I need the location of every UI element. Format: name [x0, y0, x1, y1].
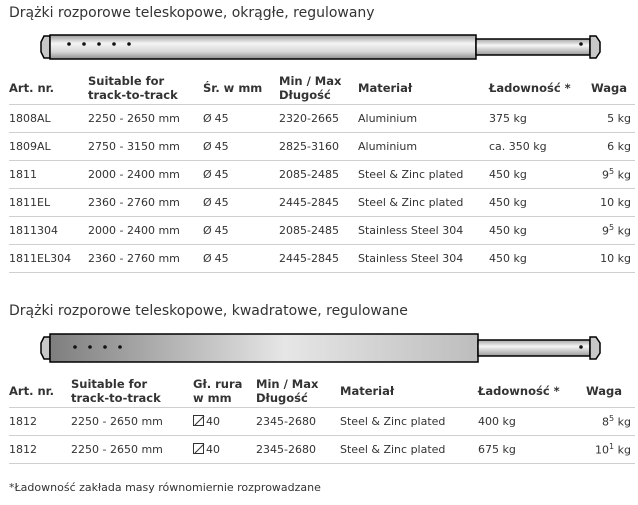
round-telescopic-bar-image	[40, 30, 606, 68]
weight-value: 6	[607, 139, 615, 153]
col-art-nr: Art. nr.	[9, 383, 55, 398]
weight-unit: kg	[617, 443, 631, 457]
load-cell: 675 kg	[478, 435, 586, 463]
table-row	[9, 104, 635, 132]
art-nr-cell: 1811EL304	[9, 244, 88, 272]
track-cell: 2000 - 2400 mm	[88, 216, 203, 244]
length-cell: 2085-2485	[279, 160, 358, 188]
col-tube-size: Gł. rura w mm	[193, 376, 243, 405]
col-weight: Waga	[591, 80, 628, 95]
weight-unit: kg	[617, 168, 631, 182]
diameter-cell	[203, 104, 279, 132]
square-bar-drawing	[40, 331, 606, 365]
weight-cell	[586, 407, 635, 435]
table-row	[9, 244, 635, 272]
load-cell: 450 kg	[489, 188, 591, 216]
weight-cell	[586, 435, 635, 463]
weight-cell	[591, 104, 635, 132]
square-section-icon	[193, 443, 204, 454]
table-row	[9, 160, 635, 188]
weight-decimal: 5	[609, 166, 615, 176]
load-cell: 375 kg	[489, 104, 591, 132]
length-cell: 2445-2845	[279, 244, 358, 272]
length-cell: 2825-3160	[279, 132, 358, 160]
diameter-value: 40	[206, 414, 220, 428]
col-track-to-track: Suitable for track-to-track	[71, 376, 161, 405]
weight-unit: kg	[617, 415, 631, 429]
track-cell: 2250 - 2650 mm	[71, 407, 193, 435]
weight-cell	[591, 188, 635, 216]
col-material: Materiał	[358, 80, 413, 95]
table-row	[9, 188, 635, 216]
weight-value: 10	[600, 195, 615, 209]
col-diameter: Śr. w mm	[203, 80, 263, 95]
square-bars-table	[9, 375, 635, 464]
round-bars-table	[9, 72, 635, 273]
col-load-capacity: Ładowność *	[489, 80, 571, 95]
weight-unit: kg	[617, 224, 631, 238]
weight-value: 10	[595, 443, 610, 457]
length-cell: 2345-2680	[256, 407, 340, 435]
table-row	[9, 132, 635, 160]
diameter-symbol: Ø	[203, 167, 212, 181]
diameter-value: 45	[214, 223, 229, 237]
weight-cell	[591, 132, 635, 160]
square-section-icon	[193, 415, 204, 426]
footnote: *Ładowność zakłada masy równomiernie rozprowadzane	[9, 481, 321, 494]
track-cell: 2750 - 3150 mm	[88, 132, 203, 160]
weight-unit: kg	[617, 195, 631, 209]
weight-value: 8	[602, 415, 610, 429]
length-cell: 2320-2665	[279, 104, 358, 132]
weight-unit: kg	[617, 251, 631, 265]
section-2-title: Drążki rozporowe teleskopowe, kwadratowe, regulowane	[9, 303, 408, 319]
weight-decimal: 1	[609, 441, 615, 451]
material-cell: Aluminium	[358, 104, 489, 132]
art-nr-cell: 1812	[9, 435, 71, 463]
col-track-to-track: Suitable for track-to-track	[88, 73, 178, 102]
weight-decimal: 5	[609, 413, 615, 423]
material-cell: Aluminium	[358, 132, 489, 160]
track-cell: 2360 - 2760 mm	[88, 244, 203, 272]
table-row	[9, 435, 635, 463]
material-cell: Steel & Zinc plated	[340, 407, 478, 435]
diameter-value: 45	[214, 139, 229, 153]
diameter-value: 45	[214, 195, 229, 209]
length-cell: 2445-2845	[279, 188, 358, 216]
weight-cell	[591, 160, 635, 188]
diameter-symbol: Ø	[203, 195, 212, 209]
material-cell: Steel & Zinc plated	[340, 435, 478, 463]
track-cell: 2250 - 2650 mm	[88, 104, 203, 132]
art-nr-cell: 1808AL	[9, 104, 88, 132]
diameter-cell	[203, 188, 279, 216]
weight-unit: kg	[617, 111, 631, 125]
material-cell: Steel & Zinc plated	[358, 160, 489, 188]
load-cell: 450 kg	[489, 216, 591, 244]
diameter-cell	[203, 132, 279, 160]
weight-value: 9	[602, 168, 610, 182]
weight-decimal: 5	[609, 222, 615, 232]
weight-value: 5	[607, 111, 615, 125]
weight-cell	[591, 216, 635, 244]
length-cell: 2085-2485	[279, 216, 358, 244]
weight-value: 9	[602, 224, 610, 238]
diameter-value: 45	[214, 111, 229, 125]
load-cell: 450 kg	[489, 244, 591, 272]
diameter-cell	[203, 216, 279, 244]
col-art-nr: Art. nr.	[9, 80, 55, 95]
diameter-cell	[203, 160, 279, 188]
art-nr-cell: 1811EL	[9, 188, 88, 216]
diameter-cell	[193, 435, 256, 463]
diameter-value: 45	[214, 251, 229, 265]
diameter-symbol: Ø	[203, 139, 212, 153]
col-weight: Waga	[586, 383, 623, 398]
material-cell: Steel & Zinc plated	[358, 188, 489, 216]
art-nr-cell: 1811	[9, 160, 88, 188]
col-load-capacity: Ładowność *	[478, 383, 560, 398]
track-cell: 2360 - 2760 mm	[88, 188, 203, 216]
weight-value: 10	[600, 251, 615, 265]
round-bar-drawing	[40, 30, 606, 64]
diameter-symbol: Ø	[203, 223, 212, 237]
col-length: Min / Max Długość	[256, 376, 319, 405]
track-cell: 2250 - 2650 mm	[71, 435, 193, 463]
material-cell: Stainless Steel 304	[358, 244, 489, 272]
col-material: Materiał	[340, 383, 395, 398]
load-cell: 400 kg	[478, 407, 586, 435]
diameter-value: 40	[206, 442, 220, 456]
art-nr-cell: 1809AL	[9, 132, 88, 160]
diameter-symbol: Ø	[203, 111, 212, 125]
track-cell: 2000 - 2400 mm	[88, 160, 203, 188]
load-cell: ca. 350 kg	[489, 132, 591, 160]
weight-cell	[591, 244, 635, 272]
load-cell: 450 kg	[489, 160, 591, 188]
square-telescopic-bar-image	[40, 331, 606, 369]
diameter-value: 45	[214, 167, 229, 181]
weight-unit: kg	[617, 139, 631, 153]
section-1-title: Drążki rozporowe teleskopowe, okrągłe, regulowany	[9, 5, 375, 21]
diameter-symbol: Ø	[203, 251, 212, 265]
material-cell: Stainless Steel 304	[358, 216, 489, 244]
col-length: Min / Max Długość	[279, 73, 342, 102]
art-nr-cell: 1811304	[9, 216, 88, 244]
table-row	[9, 216, 635, 244]
diameter-cell	[193, 407, 256, 435]
table-row	[9, 407, 635, 435]
diameter-cell	[203, 244, 279, 272]
length-cell: 2345-2680	[256, 435, 340, 463]
art-nr-cell: 1812	[9, 407, 71, 435]
